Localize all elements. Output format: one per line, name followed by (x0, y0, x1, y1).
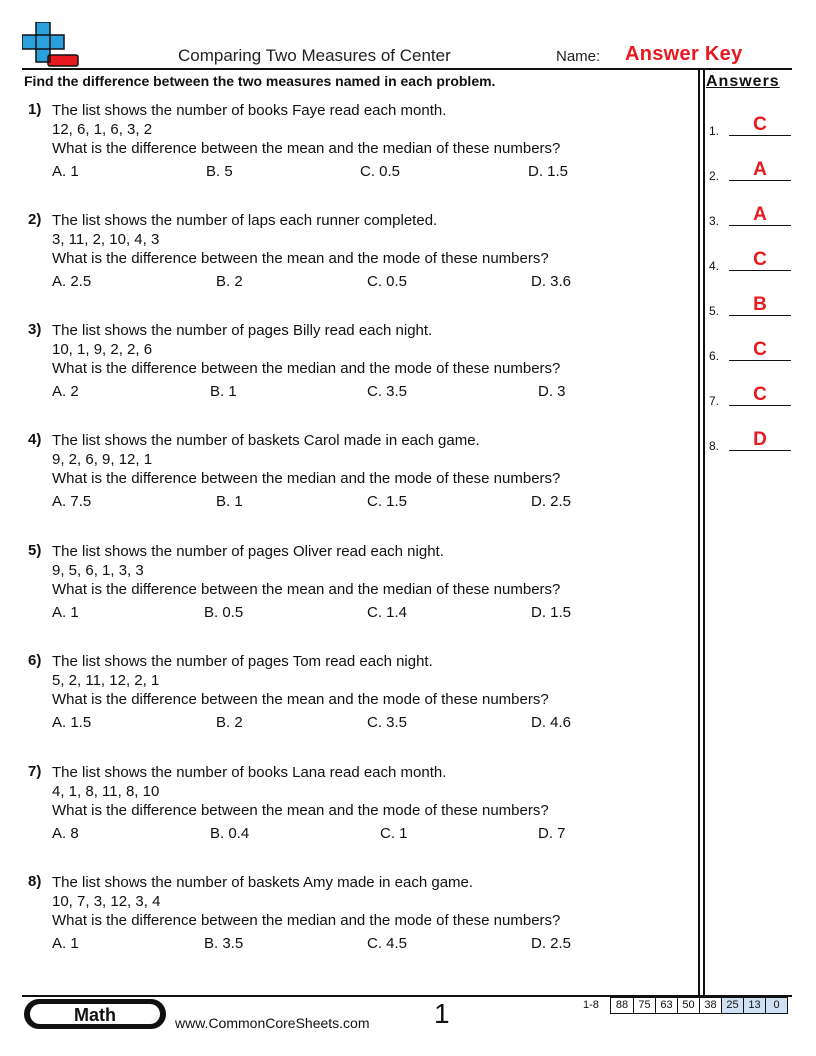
choice-d: D. 3 (538, 383, 566, 400)
problem-text (52, 431, 560, 488)
problem-question: What is the difference between the median and the mode of these numbers? (52, 360, 561, 377)
instructions: Find the difference between the two measures named in each problem. (24, 73, 496, 89)
problem-range: 1-8 (583, 999, 599, 1011)
problem-number: 7) (28, 763, 42, 780)
problem-text (52, 542, 560, 599)
answer-key-label: Answer Key (625, 43, 743, 65)
choice-c: C. 1.4 (367, 604, 408, 621)
problem-6 (28, 652, 688, 752)
choice-a: A. 7.5 (52, 493, 92, 510)
score-cell: 38 (699, 998, 721, 1013)
problem-context: The list shows the number of baskets Carol made in each game. (52, 432, 480, 449)
choice-c: C. 3.5 (367, 383, 408, 400)
answer-letter: C (753, 339, 767, 360)
choice-c: C. 3.5 (367, 714, 408, 731)
answer-number: 4. (709, 259, 720, 273)
choice-b: B. 1 (210, 383, 237, 400)
choice-c: C. 1.5 (367, 493, 408, 510)
problem-3 (28, 321, 688, 421)
subject-badge (24, 999, 166, 1029)
problem-question: What is the difference between the mean and the median of these numbers? (52, 581, 561, 598)
problem-4 (28, 431, 688, 531)
choice-c: C. 0.5 (360, 163, 401, 180)
answer-letter: C (753, 114, 767, 135)
answer-letter: B (753, 294, 767, 315)
problem-question: What is the difference between the median and the mode of these numbers? (52, 470, 561, 487)
choice-d: D. 2.5 (531, 935, 572, 952)
choice-b: B. 5 (206, 163, 233, 180)
problem-number: 5) (28, 542, 42, 559)
choice-d: D. 4.6 (531, 714, 572, 731)
problem-question: What is the difference between the mean and the mode of these numbers? (52, 691, 549, 708)
problem-7 (28, 763, 688, 863)
answer-row-4 (709, 247, 793, 273)
problem-context: The list shows the number of laps each runner completed. (52, 212, 438, 229)
choice-d: D. 7 (538, 825, 566, 842)
answer-number: 5. (709, 304, 720, 318)
problem-number: 6) (28, 652, 42, 669)
answer-row-8 (709, 427, 793, 453)
choice-d: D. 3.6 (531, 273, 572, 290)
problem-data: 12, 6, 1, 6, 3, 2 (52, 121, 153, 138)
choice-b: B. 2 (216, 273, 243, 290)
score-table (610, 997, 788, 1014)
subject-label: Math (30, 1004, 160, 1024)
problem-data: 10, 7, 3, 12, 3, 4 (52, 893, 161, 910)
score-cell: 0 (765, 998, 787, 1013)
problem-context: The list shows the number of baskets Amy made in each game. (52, 874, 474, 891)
problem-1 (28, 101, 688, 201)
choice-c: C. 4.5 (367, 935, 408, 952)
answer-letter: A (753, 204, 767, 225)
problem-context: The list shows the number of books Faye read each month. (52, 102, 447, 119)
page-number: 1 (434, 998, 450, 1029)
answer-row-3 (709, 202, 793, 228)
answer-number: 2. (709, 169, 720, 183)
problem-question: What is the difference between the mean and the median of these numbers? (52, 140, 561, 157)
problem-question: What is the difference between the median and the mode of these numbers? (52, 912, 561, 929)
choice-b: B. 0.5 (204, 604, 244, 621)
website-url: www.CommonCoreSheets.com (175, 1015, 370, 1031)
problem-question: What is the difference between the mean and the mode of these numbers? (52, 250, 549, 267)
choice-d: D. 2.5 (531, 493, 572, 510)
problem-number: 1) (28, 101, 42, 118)
answer-number: 8. (709, 439, 720, 453)
problem-number: 3) (28, 321, 42, 338)
problem-number: 8) (28, 873, 42, 890)
choice-d: D. 1.5 (531, 604, 572, 621)
choice-c: C. 1 (380, 825, 408, 842)
problem-data: 3, 11, 2, 10, 4, 3 (52, 231, 160, 248)
answer-column-divider (698, 68, 700, 995)
answer-letter: C (753, 249, 767, 270)
problem-context: The list shows the number of pages Billy read each night. (52, 322, 433, 339)
answer-number: 3. (709, 214, 720, 228)
answer-number: 6. (709, 349, 720, 363)
problem-context: The list shows the number of pages Oliver read each night. (52, 543, 444, 560)
choice-d: D. 1.5 (528, 163, 569, 180)
problem-text (52, 873, 560, 930)
worksheet-title: Comparing Two Measures of Center (178, 46, 451, 65)
problem-text (52, 211, 549, 268)
problem-data: 9, 2, 6, 9, 12, 1 (52, 451, 153, 468)
score-cell: 13 (743, 998, 765, 1013)
choice-b: B. 1 (216, 493, 243, 510)
answer-letter: D (753, 429, 767, 450)
answer-row-6 (709, 337, 793, 363)
choice-a: A. 8 (52, 825, 79, 842)
plus-minus-logo-icon (22, 22, 80, 68)
choice-b: B. 2 (216, 714, 243, 731)
problem-context: The list shows the number of pages Tom read each night. (52, 653, 433, 670)
problem-data: 4, 1, 8, 11, 8, 10 (52, 783, 160, 800)
problem-text (52, 652, 549, 709)
problem-data: 9, 5, 6, 1, 3, 3 (52, 562, 144, 579)
answer-row-1 (709, 112, 793, 138)
choice-a: A. 1 (52, 163, 79, 180)
problem-data: 5, 2, 11, 12, 2, 1 (52, 672, 160, 689)
problem-question: What is the difference between the mean and the mode of these numbers? (52, 802, 549, 819)
problem-number: 2) (28, 211, 42, 228)
answer-number: 1. (709, 124, 720, 138)
choice-a: A. 1 (52, 604, 79, 621)
problem-data: 10, 1, 9, 2, 2, 6 (52, 341, 153, 358)
problem-number: 4) (28, 431, 42, 448)
name-label: Name: (556, 48, 601, 65)
score-cell: 50 (677, 998, 699, 1013)
choice-c: C. 0.5 (367, 273, 408, 290)
problem-5 (28, 542, 688, 642)
choice-a: A. 2.5 (52, 273, 92, 290)
choice-a: A. 1 (52, 935, 79, 952)
answers-heading: Answers (706, 73, 780, 90)
choice-a: A. 1.5 (52, 714, 92, 731)
score-cell: 75 (633, 998, 655, 1013)
header-divider (22, 68, 792, 70)
answer-letter: C (753, 384, 767, 405)
problem-text (52, 101, 560, 158)
answer-number: 7. (709, 394, 720, 408)
problem-context: The list shows the number of books Lana read each month. (52, 764, 447, 781)
score-cell: 25 (721, 998, 743, 1013)
answer-row-2 (709, 157, 793, 183)
choice-a: A. 2 (52, 383, 79, 400)
score-cell: 63 (655, 998, 677, 1013)
problem-2 (28, 211, 688, 311)
answer-column-divider (703, 68, 705, 995)
problem-text (52, 763, 549, 820)
choice-b: B. 0.4 (210, 825, 250, 842)
answer-row-5 (709, 292, 793, 318)
score-cell: 88 (615, 999, 629, 1011)
answer-row-7 (709, 382, 793, 408)
answer-letter: A (753, 159, 767, 180)
problem-text (52, 321, 560, 378)
problem-8 (28, 873, 688, 973)
choice-b: B. 3.5 (204, 935, 244, 952)
